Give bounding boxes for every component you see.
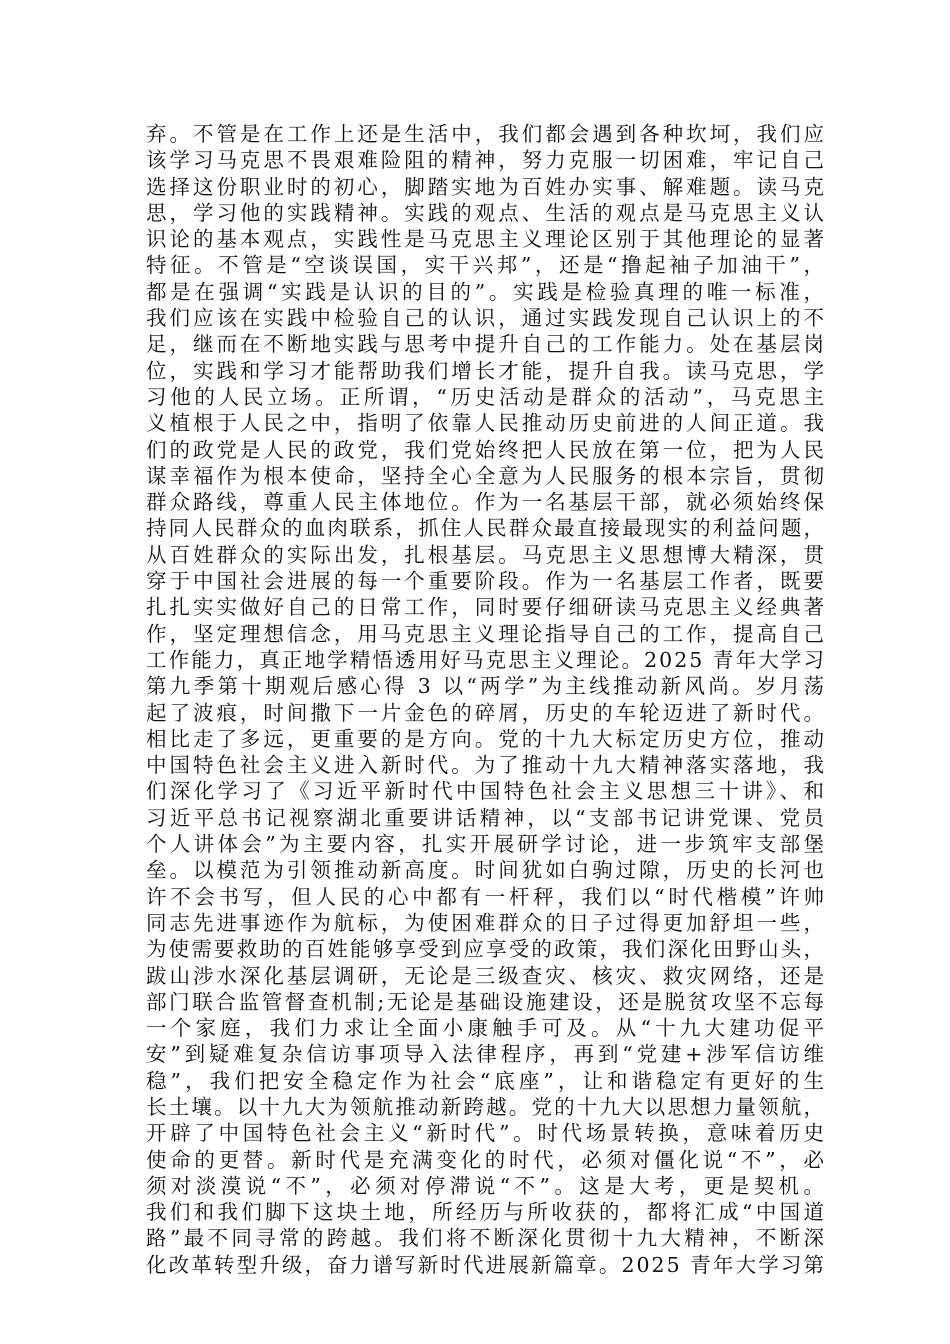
text-line: 穿于中国社会进展的每一个重要阶段。作为一名基层工作者，既要 [146,569,826,594]
text-line: 工作能力，真正地学精悟透用好马克思主义理论。2025 青年大学习 [146,647,826,672]
text-line: 谋幸福作为根本使命，坚持全心全意为人民服务的根本宗旨，贯彻 [146,463,826,488]
text-line: 个人讲体会”为主要内容，扎实开展研学讨论，进一步筑牢支部堡 [146,832,826,857]
body-text [146,121,826,1278]
text-line: 作，坚定理想信念，用马克思主义理论指导自己的工作，提高自己 [146,621,826,646]
text-line: 许不会书写，但人民的心中都有一杆秤，我们以“时代楷模”许帅 [146,884,826,909]
text-line: 第九季第十期观后感心得 3 以“两学”为主线推动新风尚。岁月荡 [146,674,826,699]
text-line: 一个家庭，我们力求让全面小康触手可及。从“十九大建功促平 [146,1016,826,1041]
text-line: 中国特色社会主义进入新时代。为了推动十九大精神落实落地，我 [146,753,826,778]
text-line: 思，学习他的实践精神。实践的观点、生活的观点是马克思主义认 [146,200,826,225]
text-line: 长土壤。以十九大为领航推动新跨越。党的十九大以思想力量领航， [146,1094,826,1119]
text-line: 我们和我们脚下这块土地，所经历与所收获的，都将汇成“中国道 [146,1200,826,1225]
text-line: 使命的更替。新时代是充满变化的时代，必须对僵化说“不”，必 [146,1147,826,1172]
text-line: 群众路线，尊重人民主体地位。作为一名基层干部，就必须始终保 [146,490,826,515]
text-line: 跋山涉水深化基层调研，无论是三级查灾、核灾、救灾网络，还是 [146,963,826,988]
text-line: 我们应该在实践中检验自己的认识，通过实践发现自己认识上的不 [146,306,826,331]
text-line: 须对淡漠说“不”，必须对停滞说“不”。这是大考，更是契机。 [146,1173,826,1198]
text-line: 扎扎实实做好自己的日常工作，同时要仔细研读马克思主义经典著 [146,595,826,620]
text-line: 开辟了中国特色社会主义“新时代”。时代场景转换，意味着历史 [146,1121,826,1146]
text-line: 相比走了多远，更重要的是方向。党的十九大标定历史方位，推动 [146,726,826,751]
text-line: 识论的基本观点，实践性是马克思主义理论区别于其他理论的显著 [146,227,826,252]
text-line: 特征。不管是“空谈误国，实干兴邦”，还是“撸起袖子加油干”， [146,253,826,278]
text-line: 持同人民群众的血肉联系，抓住人民群众最直接最现实的利益问题， [146,516,826,541]
text-line: 从百姓群众的实际出发，扎根基层。马克思主义思想博大精深，贯 [146,542,826,567]
text-line: 为使需要救助的百姓能够享受到应享受的政策，我们深化田野山头， [146,937,826,962]
text-line: 习他的人民立场。正所谓，“历史活动是群众的活动”，马克思主 [146,384,826,409]
text-line: 起了波痕，时间撒下一片金色的碎屑，历史的车轮迈进了新时代。 [146,700,826,725]
text-line: 习近平总书记视察湖北重要讲话精神，以“支部书记讲党课、党员 [146,805,826,830]
text-line: 部门联合监管督查机制;无论是基础设施建设，还是脱贫攻坚不忘每 [146,989,826,1014]
text-line: 足，继而在不断地实践与思考中提升自己的工作能力。处在基层岗 [146,332,826,357]
text-line: 垒。以模范为引领推动新高度。时间犹如白驹过隙，历史的长河也 [146,858,826,883]
text-line: 选择这份职业时的初心，脚踏实地为百姓办实事、解难题。读马克 [146,174,826,199]
text-line: 弃。不管是在工作上还是生活中，我们都会遇到各种坎坷，我们应 [146,122,826,146]
text-line: 稳”，我们把安全稳定作为社会“底座”，让和谐稳定有更好的生 [146,1068,826,1093]
text-line: 同志先进事迹作为航标，为使困难群众的日子过得更加舒坦一些， [146,910,826,935]
text-line: 们深化学习了《习近平新时代中国特色社会主义思想三十讲》、和 [146,779,826,804]
text-line: 化改革转型升级，奋力谱写新时代进展新篇章。2025 青年大学习第 [146,1252,826,1277]
text-line: 们的政党是人民的政党，我们党始终把人民放在第一位，把为人民 [146,437,826,462]
text-line: 该学习马克思不畏艰难险阻的精神，努力克服一切困难，牢记自己 [146,148,826,173]
text-line: 位，实践和学习才能帮助我们增长才能，提升自我。读马克思，学 [146,358,826,383]
text-line: 路”最不同寻常的跨越。我们将不断深化贯彻十九大精神，不断深 [146,1226,826,1251]
text-line: 都是在强调“实践是认识的目的”。实践是检验真理的唯一标准， [146,279,826,304]
text-line: 义植根于人民之中，指明了依靠人民推动历史前进的人间正道。我 [146,411,826,436]
text-line: 安”到疑难复杂信访事项导入法律程序，再到“党建+涉军信访维 [146,1042,826,1067]
